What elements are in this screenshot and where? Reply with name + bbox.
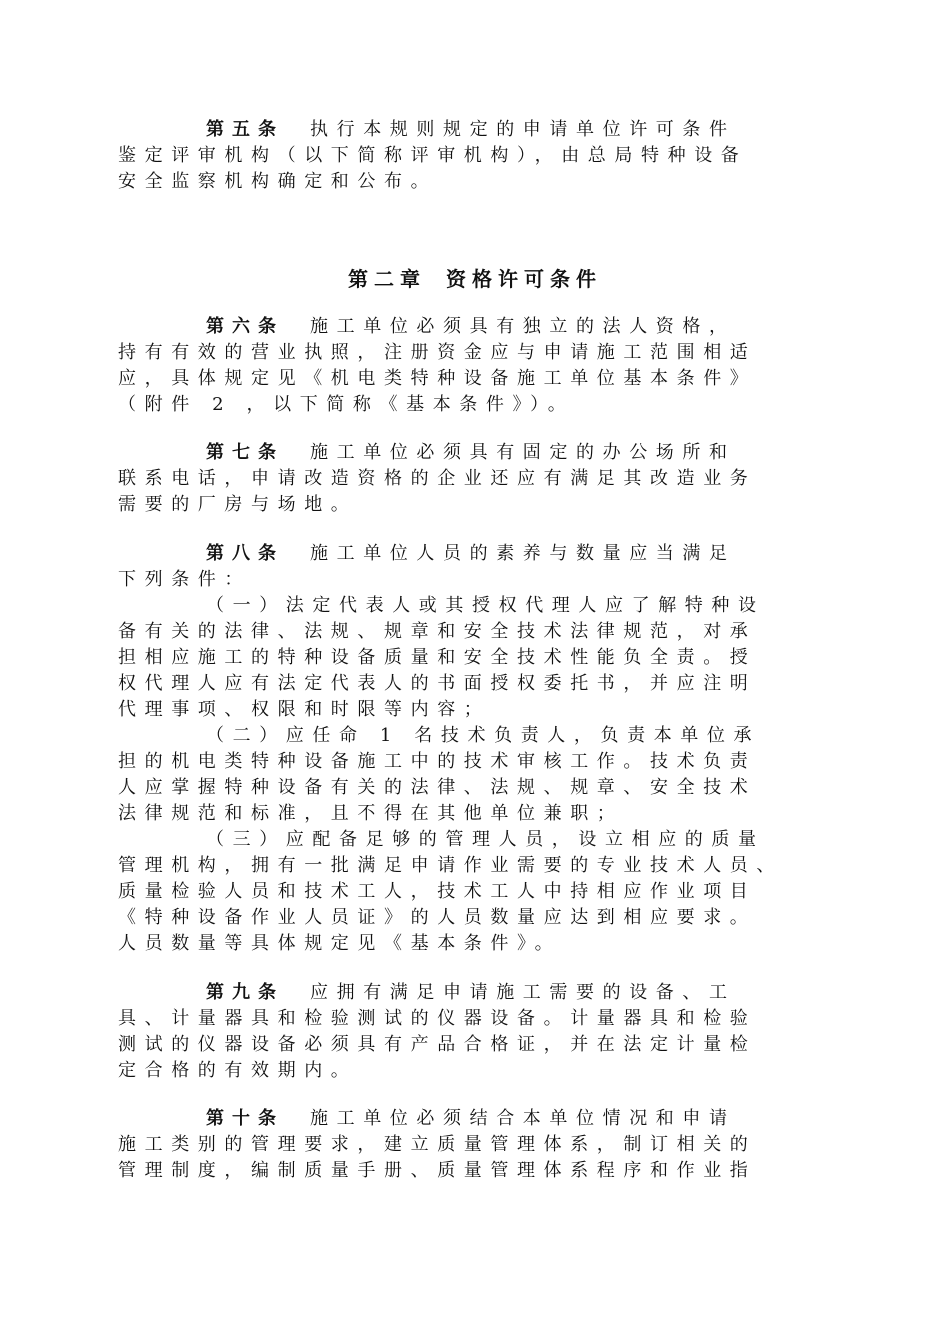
article-8-label: 第八条 (206, 543, 284, 564)
article-8-item-3-line: 《特种设备作业人员证》的人员数量应达到相应要求。 (118, 907, 757, 928)
article-5-line: 安全监察机构确定和公布。 (118, 171, 438, 192)
article-8-item-3-line: 管理机构，拥有一批满足申请作业需要的专业技术人员、 (118, 855, 783, 876)
article-6-first-line (206, 314, 926, 340)
article-7-first-line (206, 440, 926, 466)
article-8-item-1-line: 备有关的法律、法规、规章和安全技术法律规范，对承 (118, 621, 757, 642)
article-9-line: 定合格的有效期内。 (118, 1060, 358, 1081)
article-5-text: 执行本规则规定的申请单位许可条件 (310, 119, 736, 140)
article-5-label: 第五条 (206, 119, 284, 140)
article-6-line: （附件 2 ，以下简称《基本条件》）。 (118, 394, 575, 415)
article-10-first-line (206, 1106, 926, 1132)
article-8-item-3-line: 人员数量等具体规定见《基本条件》。 (118, 933, 562, 954)
article-9-label: 第九条 (206, 982, 284, 1003)
article-7-line: 需要的厂房与场地。 (118, 494, 358, 515)
article-9-line: 测试的仪器设备必须具有产品合格证，并在法定计量检 (118, 1034, 757, 1055)
article-6-text: 施工单位必须具有独立的法人资格， (310, 316, 736, 337)
article-10-text: 施工单位必须结合本单位情况和申请 (310, 1108, 736, 1129)
article-8-first-line (206, 541, 926, 567)
article-10-line: 施工类别的管理要求，建立质量管理体系，制订相关的 (118, 1134, 757, 1155)
article-8-text: 施工单位人员的素养与数量应当满足 (310, 543, 736, 564)
article-7-label: 第七条 (206, 442, 284, 463)
chapter-heading (0, 264, 950, 294)
article-6-line: 持有有效的营业执照，注册资金应与申请施工范围相适 (118, 342, 757, 363)
article-8-item-1-line: 担相应施工的特种设备质量和安全技术性能负全责。授 (118, 647, 757, 668)
article-5-first-line (206, 117, 926, 143)
chapter-number: 第二章 (348, 267, 426, 291)
article-9-line: 具、计量器具和检验测试的仪器设备。计量器具和检验 (118, 1008, 757, 1029)
article-6-label: 第六条 (206, 316, 284, 337)
article-10-line: 管理制度，编制质量手册、质量管理体系程序和作业指 (118, 1160, 757, 1181)
article-9-text: 应拥有满足申请施工需要的设备、工 (310, 982, 736, 1003)
article-8-item-2-line: （二）应任命 1 名技术负责人，负责本单位承 (206, 725, 761, 746)
chapter-title: 资格许可条件 (446, 267, 602, 291)
article-8-item-2-line: 担的机电类特种设备施工中的技术审核工作。技术负责 (118, 751, 757, 772)
article-9-first-line (206, 980, 926, 1006)
article-8-item-3-line: 质量检验人员和技术工人，技术工人中持相应作业项目 (118, 881, 757, 902)
article-6-line: 应，具体规定见《机电类特种设备施工单位基本条件》 (118, 368, 757, 389)
article-8-item-1-line: 代理事项、权限和时限等内容； (118, 699, 491, 720)
article-7-text: 施工单位必须具有固定的办公场所和 (310, 442, 736, 463)
article-5-line: 鉴定评审机构（以下简称评审机构），由总局特种设备 (118, 145, 748, 166)
article-8-item-2-line: 人应掌握特种设备有关的法律、法规、规章、安全技术 (118, 777, 757, 798)
article-8-item-2-line: 法律规范和标准，且不得在其他单位兼职； (118, 803, 624, 824)
article-10-label: 第十条 (206, 1108, 284, 1129)
article-7-line: 联系电话，申请改造资格的企业还应有满足其改造业务 (118, 468, 757, 489)
article-8-item-3-line: （三）应配备足够的管理人员，设立相应的质量 (206, 829, 765, 850)
article-8-line: 下列条件： (118, 569, 251, 590)
article-8-item-1-line: 权代理人应有法定代表人的书面授权委托书，并应注明 (118, 673, 757, 694)
article-8-item-1-line: （一）法定代表人或其授权代理人应了解特种设 (206, 595, 765, 616)
